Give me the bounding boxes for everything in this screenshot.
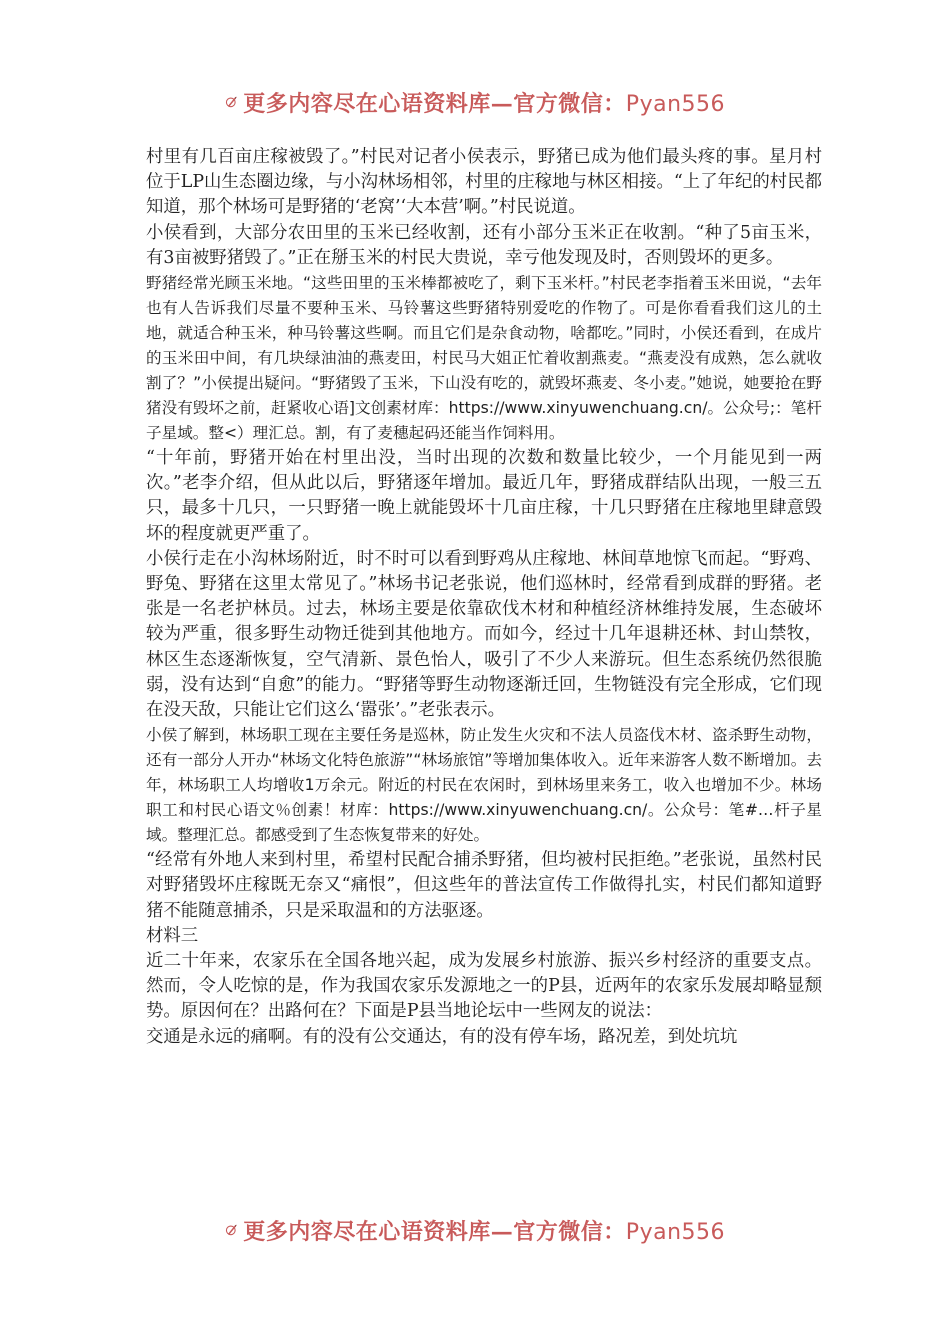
paragraph: 村里有几百亩庄稼被毁了。”村民对记者小侯表示，野猪已成为他们最头疼的事。星月村位于LP山生态圈边缘，与小沟林场相邻，村里的庄稼地与林区相接。“上了年纪的村民都知道，那个林场可是野猪的‘老窝’‘大本营’啊。”村民说道。 xyxy=(146,147,822,218)
wechat-id: Pyan556 xyxy=(625,1219,725,1245)
paragraph: 小侯行走在小沟林场附近，时不时可以看到野鸡从庄稼地、林间草地惊飞而起。“野鸡、野兔、野猪在这里太常见了。”林场书记老张说，他们巡林时，经常看到成群的野猪。老张是一名老护林员。过去，林场主要是依靠砍伐木材和种植经济林维持发展，生态破坏较为严重，很多野生动物迁徙到其他地方。而如今，经过十几年退耕还林、封山禁牧，林区生态逐渐恢复，空气清新、景色怡人，吸引了不少人来游玩。但生态系统仍然很脆弱，没有达到“自愈”的能力。“野猪等野生动物逐渐迁回，生物链没有完全形成，它们现在没天敌，只能让它们这么‘嚣张’。”老张表示。 xyxy=(146,548,822,721)
header-banner xyxy=(225,82,725,122)
paragraph: 小侯了解到，林场职工现在主要任务是巡林，防止发生火灾和不法人员盗伐木材、盗杀野生动物，还有一部分人开办“林场文化特色旅游”“林场旅馆”等增加集体收入。近年来游客人数不断增加。去年，林场职工人均增收1万余元。附近的村民在农闲时，到林场里来务工，收入也增加不少。林场职工和村民心语文％创素！材库：https://www.xinyuwenchuang.cn/。公众号：笔#…杆子星域。整理汇总。都感受到了生态恢复带来的好处。 xyxy=(146,726,822,845)
document-body xyxy=(146,145,822,1050)
banner-text: 更多内容尽在心语资料库—官方微信：Pyan556 xyxy=(243,90,725,117)
pen-ring-logo-icon xyxy=(225,85,237,119)
paragraph: 野猪经常光顾玉米地。“这些田里的玉米棒都被吃了，剩下玉米杆。”村民老李指着玉米田说，“去年也有人告诉我们尽量不要种玉米、马铃薯这些野猪特别爱吃的作物了。可是你看看我们这儿的土地，就适合种玉米，种马铃薯这些啊。而且它们是杂食动物，啥都吃。”同时，小侯还看到，在成片的玉米田中间，有几块绿油油的燕麦田，村民马大姐正忙着收割燕麦。“燕麦没有成熟，怎么就收割了？”小侯提出疑问。“野猪毁了玉米，下山没有吃的，就毁坏燕麦、冬小麦。”她说，她要抢在野猪没有毁坏之前，赶紧收心语]文创素材库：https://www.xinyuwenchuang.cn/。公众号;：笔杆子星域。整<）理汇总。割，有了麦穗起码还能当作饲料用。 xyxy=(146,274,822,443)
paragraph: 小侯看到，大部分农田里的玉米已经收割，还有小部分玉米正在收割。“种了5亩玉米，有3亩被野猪毁了。”正在掰玉米的村民大贵说，幸亏他发现及时，否则毁坏的更多。 xyxy=(146,222,822,268)
paragraph: 近二十年来，农家乐在全国各地兴起，成为发展乡村旅游、振兴乡村经济的重要支点。然而，令人吃惊的是，作为我国农家乐发源地之一的P县，近两年的农家乐发展却略显颓势。原因何在？出路何在？下面是P县当地论坛中一些网友的说法： xyxy=(146,951,822,1022)
paragraph: “经常有外地人来到村里，希望村民配合捕杀野猪，但均被村民拒绝。”老张说，虽然村民对野猪毁坏庄稼既无奈又“痛恨”，但这些年的普法宣传工作做得扎实，村民们都知道野猪不能随意捕杀，只是采取温和的方法驱逐。 xyxy=(146,850,822,921)
footer-banner xyxy=(225,1210,725,1250)
paragraph: “十年前，野猪开始在村里出没，当时出现的次数和数量比较少，一个月能见到一两次。”老李介绍，但从此以后，野猪逐年增加。最近几年，野猪成群结队出现，一般三五只，最多十几只，一只野猪一晚上就能毁坏十几亩庄稼，十几只野猪在庄稼地里肆意毁坏的程度就更严重了。 xyxy=(146,448,822,544)
banner-text: 更多内容尽在心语资料库—官方微信：Pyan556 xyxy=(243,1218,725,1245)
paragraph: 交通是永远的痛啊。有的没有公交通达，有的没有停车场，路况差，到处坑坑 xyxy=(146,1026,738,1047)
wechat-id: Pyan556 xyxy=(625,91,725,117)
section-heading: 材料三 xyxy=(146,925,199,946)
pen-ring-logo-icon xyxy=(225,1213,237,1247)
